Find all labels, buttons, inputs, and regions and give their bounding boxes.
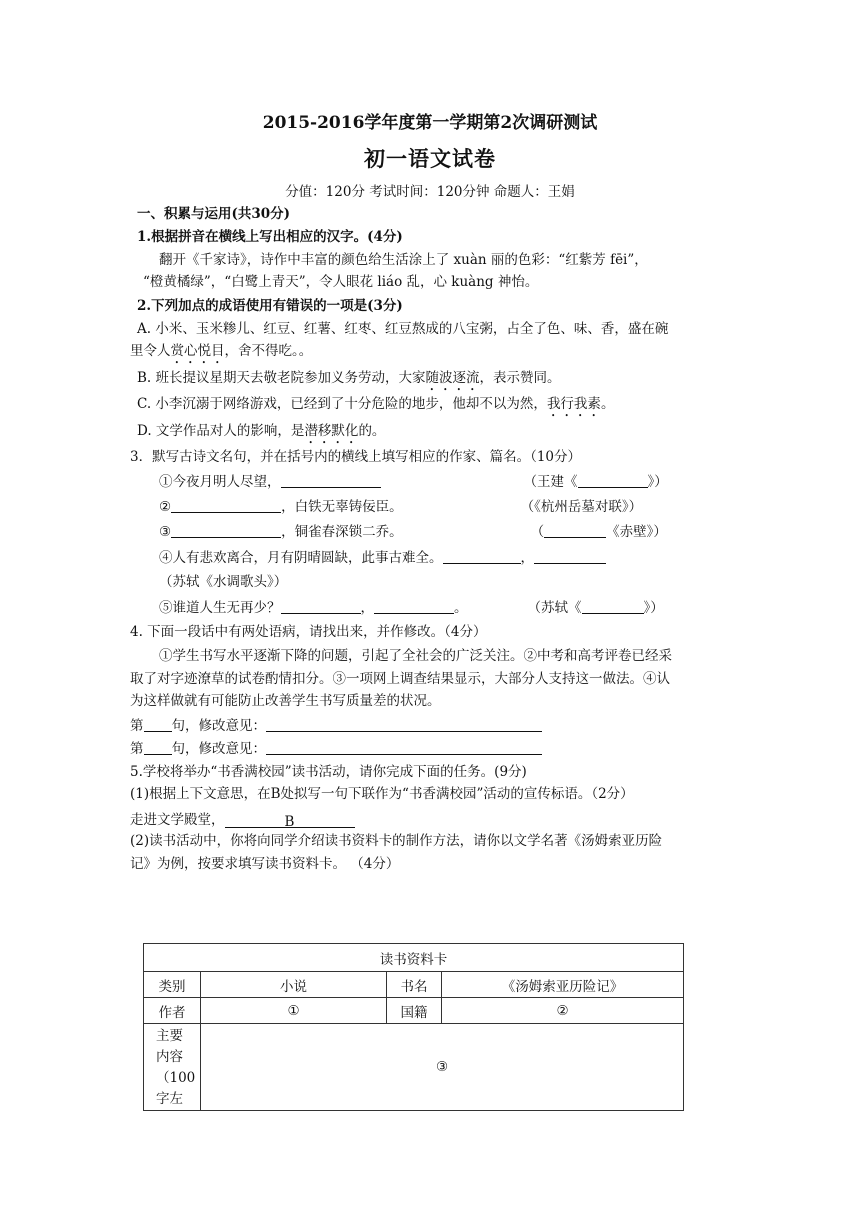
q4-para-line1: ①学生书写水平逐渐下降的问题，引起了全社会的广泛关注。②中考和高考评卷已经采 xyxy=(159,648,672,664)
q2-stem: 2.下列加点的成语使用有错误的一项是(3分) xyxy=(137,298,403,314)
q3-line1 xyxy=(159,472,668,492)
q3-l5-source-blank[interactable] xyxy=(582,599,644,614)
card-label-category: 类别 xyxy=(144,972,201,998)
q3-line4-source: （苏轼《水调歌头》） xyxy=(159,574,288,590)
q3-l1-source-blank[interactable] xyxy=(578,473,648,488)
q4-fix1-pre: 第 xyxy=(130,718,144,734)
q5-sub2-line2: 记》为例，按要求填写读书资料卡。 （4分） xyxy=(130,856,400,872)
q3-l4-blank2[interactable] xyxy=(534,549,606,564)
q2-a-post: ，舍不得吃。。 xyxy=(224,343,313,359)
q4-fix-line1 xyxy=(130,716,542,736)
q4-fix1-answer-blank[interactable] xyxy=(266,717,542,732)
card-nationality-blank[interactable]: ② xyxy=(442,998,684,1024)
q3-l3-text: ，铜雀春深锁二乔。 xyxy=(281,524,403,540)
q2-option-c xyxy=(137,394,614,420)
exam-meta: 分值：120分 考试时间：120分钟 命题人：王娟 xyxy=(285,184,575,200)
q3-l5-end: 。 xyxy=(454,600,468,616)
q2-option-a-line1: A. 小米、玉米糁儿、红豆、红薯、红枣、红豆熬成的八宝粥，占全了色、味、香，盛在碗 xyxy=(137,321,669,337)
q2-option-b xyxy=(137,368,561,394)
q2-c-text: C. 小李沉溺于网络游戏，已经到了十分危险的地步，他却不以为然， xyxy=(137,396,547,412)
q4-fix-line2 xyxy=(130,739,542,759)
q2-a-idiom: 赏心悦目 xyxy=(170,343,225,359)
q3-line5 xyxy=(159,598,664,618)
exam-title-line1: 2015-2016学年度第一学期第2次调研测试 xyxy=(262,113,598,133)
q3-l3-source-pre: （ xyxy=(530,524,545,540)
card-title: 读书资料卡 xyxy=(144,944,684,972)
q2-b-text: B. 班长提议星期天去敬老院参加义务劳动，大家 xyxy=(137,370,426,386)
q2-c-post: 。 xyxy=(600,396,615,412)
q3-l3-blank[interactable] xyxy=(171,523,281,538)
card-value-book: 《汤姆索亚历险记》 xyxy=(442,972,684,998)
q2-a-text: 里令人 xyxy=(130,343,171,359)
q3-l3-source-post: 《赤壁》） xyxy=(606,524,667,540)
q5-stem: 5.学校将举办“书香满校园”读书活动，请你完成下面的任务。(9分) xyxy=(130,764,527,780)
q3-line3 xyxy=(159,522,667,542)
q5-sub1-answer xyxy=(130,810,355,830)
q2-b-post: ，表示赞同。 xyxy=(479,370,561,386)
q3-l5-source-pre: （苏轼《 xyxy=(527,600,582,616)
q5-sub1-answer-pre: 走进文学殿堂， xyxy=(130,812,225,828)
q4-fix1-mid: 句，修改意见： xyxy=(171,718,266,734)
q3-l1-blank[interactable] xyxy=(281,473,381,488)
q4-fix2-sentence-blank[interactable] xyxy=(144,740,172,755)
q3-l2-blank[interactable] xyxy=(171,498,281,513)
q4-fix2-pre: 第 xyxy=(130,741,144,757)
card-label-content: 主要内容（100字左 xyxy=(144,1024,201,1111)
q2-b-idiom: 随波逐流 xyxy=(425,370,480,386)
q3-l3-num: ③ xyxy=(159,524,172,540)
q3-l5-source-post: 》） xyxy=(643,600,664,616)
q5-sub2-line1: (2)读书活动中，你将向同学介绍读书资料卡的制作方法，请你以文学名著《汤姆索亚历险 xyxy=(130,833,663,849)
q3-l5-sep: ， xyxy=(360,600,374,616)
q4-para-line3: 为这样做就有可能防止改善学生书写质量差的状况。 xyxy=(130,693,441,709)
q3-l5-text: ⑤谁道人生无再少？ xyxy=(159,600,281,616)
q3-l2-source: （《杭州岳墓对联》） xyxy=(520,499,643,515)
q1-stem: 1.根据拼音在横线上写出相应的汉字。(4分) xyxy=(137,229,403,245)
q3-l2-text: ，白铁无辜铸佞臣。 xyxy=(281,499,403,515)
q4-fix1-sentence-blank[interactable] xyxy=(144,717,172,732)
q3-l4-blank1[interactable] xyxy=(443,549,521,564)
q2-d-text: D. 文学作品对人的影响，是 xyxy=(137,423,305,439)
q2-option-d xyxy=(137,421,385,447)
q5-sub1-answer-blank[interactable] xyxy=(225,812,355,828)
q1-line2: “橙黄橘绿”，“白鹭上青天”，令人眼花 liáo 乱，心 kuàng 神怡。 xyxy=(143,274,539,290)
q2-d-post: 的。 xyxy=(358,423,386,439)
q1-line1: 翻开《千家诗》，诗作中丰富的颜色给生活涂上了 xuàn 丽的色彩：“红紫芳 fēi”， xyxy=(159,252,648,268)
q3-line4 xyxy=(159,548,606,568)
q4-para-line2: 取了对字迹潦草的试卷酌情扣分。③一项网上调查结果显示，大部分人支持这一做法。④认 xyxy=(130,671,670,687)
q3-line2 xyxy=(159,497,642,517)
q5-sub1: (1)根据上下文意思，在B处拟写一句下联作为“书香满校园”活动的宣传标语。（2分） xyxy=(130,786,634,802)
section-heading: 一、积累与运用(共30分) xyxy=(137,206,291,222)
q3-l5-blank2[interactable] xyxy=(374,599,454,614)
card-content-blank[interactable]: ③ xyxy=(201,1024,684,1111)
q2-c-idiom: 我行我素 xyxy=(546,396,601,412)
q3-l2-num: ② xyxy=(159,499,172,515)
q2-option-a-line2 xyxy=(130,341,312,367)
q4-fix2-answer-blank[interactable] xyxy=(266,740,542,755)
card-author-blank[interactable]: ① xyxy=(201,998,387,1024)
card-label-book: 书名 xyxy=(387,972,442,998)
q5-b-marker: B xyxy=(284,814,295,830)
q3-stem: 3．默写古诗文名句，并在括号内的横线上填写相应的作家、篇名。（10分） xyxy=(130,449,582,465)
q3-l1-source-pre: （王建《 xyxy=(523,474,578,490)
q4-stem: 4. 下面一段话中有两处语病，请找出来，并作修改。（4分） xyxy=(130,624,487,640)
q3-l3-source-blank[interactable] xyxy=(544,523,606,538)
card-label-nationality: 国籍 xyxy=(387,998,442,1024)
q4-fix2-mid: 句，修改意见： xyxy=(171,741,266,757)
card-label-author: 作者 xyxy=(144,998,201,1024)
q3-l4-text: ④人有悲欢离合，月有阴晴圆缺，此事古难全。 xyxy=(159,550,443,566)
q3-l1-source-post: 》） xyxy=(647,474,668,490)
q3-l4-sep: ， xyxy=(520,550,534,566)
q3-l5-blank1[interactable] xyxy=(281,599,361,614)
reading-card-table xyxy=(143,943,684,1111)
exam-title-line2: 初一语文试卷 xyxy=(364,146,496,171)
card-value-category: 小说 xyxy=(201,972,387,998)
q2-d-idiom: 潜移默化 xyxy=(304,423,359,439)
q3-l1-text: ①今夜月明人尽望， xyxy=(159,474,281,490)
